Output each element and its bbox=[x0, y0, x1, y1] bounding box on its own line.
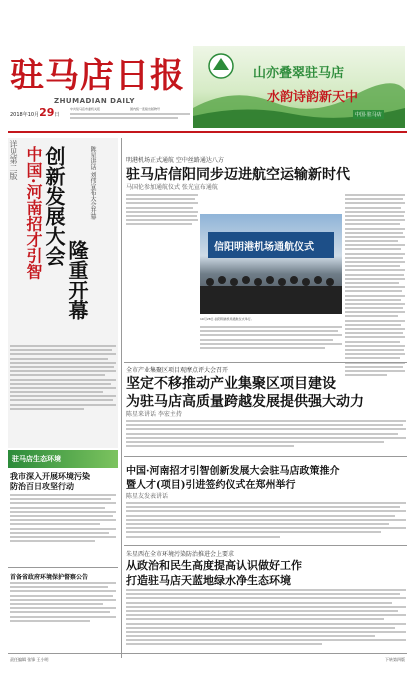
masthead-rule bbox=[8, 131, 407, 133]
story1-headline[interactable]: 驻马店信阳同步迈进航空运输新时代 bbox=[126, 167, 350, 183]
left-divider bbox=[8, 567, 118, 568]
story2-divider bbox=[124, 456, 407, 457]
left-body-text bbox=[10, 345, 116, 440]
story4-kicker: 朱星西在全市环境污染防治推进会上要求 bbox=[126, 551, 235, 558]
left-headline-a: 创新发展大会 bbox=[42, 146, 66, 266]
promo-body bbox=[10, 494, 116, 564]
story1-kicker: 明港机场正式通航 空中丝路通达八方 bbox=[126, 157, 224, 164]
story2-body bbox=[126, 420, 406, 452]
promo-banner-text: 驻马店生态环境 bbox=[12, 454, 61, 463]
left-headline-b: 隆重开幕 bbox=[65, 240, 89, 320]
issue-date-day: 29 bbox=[39, 106, 55, 119]
footer-editor: 责任编辑 张锋 王小明 bbox=[10, 657, 49, 662]
ad-slogan-2: 水韵诗韵新天中 bbox=[267, 90, 359, 105]
ad-banner[interactable] bbox=[193, 46, 405, 128]
column-divider bbox=[121, 138, 122, 658]
left-deck: 陈星讲话 刘伟宣布大会开幕 bbox=[89, 146, 96, 220]
story3-body bbox=[126, 502, 406, 542]
footer-continued[interactable]: 下转第四版 bbox=[385, 657, 405, 662]
story1-divider bbox=[124, 362, 407, 363]
promo-title-2[interactable]: 防治百日攻坚行动 bbox=[10, 481, 74, 491]
story4-headline-2[interactable]: 打造驻马店天蓝地绿水净生态环境 bbox=[126, 574, 291, 587]
story1-body-left bbox=[126, 194, 198, 354]
story3-headline-1[interactable]: 中国·河南招才引智创新发展大会驻马店政策推介 bbox=[126, 466, 340, 477]
story1-photo-caption: 10月28日,信阳明港机场通航仪式举行。 bbox=[200, 317, 254, 321]
story3-divider bbox=[124, 545, 407, 546]
story1-photo[interactable] bbox=[200, 214, 342, 314]
story4-headline-1[interactable]: 从政治和民生高度提高认识做好工作 bbox=[126, 559, 302, 572]
issue-date-suffix: 日 bbox=[54, 112, 60, 118]
ad-slogan-1: 山亦叠翠驻马店 bbox=[253, 66, 345, 81]
issue-date-prefix: 2018年10月 bbox=[10, 112, 40, 118]
ad-tag: 中国·驻马店 bbox=[355, 112, 382, 118]
masthead-meta-1: 中共驻马店市委机关报 bbox=[70, 107, 101, 111]
masthead-meta-2: 国内统一连续出版物号 bbox=[130, 107, 161, 111]
left-bottom-title[interactable]: 首备省政府环境保护督察公告 bbox=[10, 574, 89, 581]
story3-headline-2[interactable]: 暨人才(项目)引进签约仪式在郑州举行 bbox=[126, 480, 296, 491]
photo-banner-text: 信阳明港机场通航仪式 bbox=[214, 242, 314, 253]
story2-headline-2[interactable]: 为驻马店高质量跨越发展提供强大动力 bbox=[126, 394, 364, 410]
left-kicker: 中国·河南招才引智 bbox=[24, 146, 43, 280]
story2-kicker: 全市产业集聚区项目观摩点评大会召开 bbox=[126, 367, 229, 374]
masthead-meta-block bbox=[70, 113, 190, 121]
story1-body-right bbox=[345, 194, 405, 394]
story2-headline-1[interactable]: 坚定不移推动产业集聚区项目建设 bbox=[126, 376, 336, 392]
footer-rule bbox=[8, 653, 407, 654]
photo-crowd-graphic bbox=[200, 270, 342, 314]
story4-body bbox=[126, 589, 406, 649]
story2-deck: 陈星来讲话 李宏主持 bbox=[126, 411, 182, 418]
left-bottom-body bbox=[10, 582, 116, 652]
story1-deck: 马国伦参加通航仪式 张光宣布通航 bbox=[126, 184, 218, 191]
left-kicker-vertical: 详见第二版 bbox=[9, 140, 18, 180]
newspaper-english-title: ZHUMADIAN DAILY bbox=[54, 97, 135, 105]
promo-title-1[interactable]: 我市深入开展环境污染 bbox=[10, 471, 90, 481]
story3-deck: 陈星友发表讲话 bbox=[126, 493, 169, 500]
newspaper-title: 驻马店日报 bbox=[10, 56, 185, 96]
promo-banner[interactable] bbox=[8, 450, 118, 468]
issue-date bbox=[10, 106, 70, 119]
story1-body-mid bbox=[200, 326, 342, 356]
